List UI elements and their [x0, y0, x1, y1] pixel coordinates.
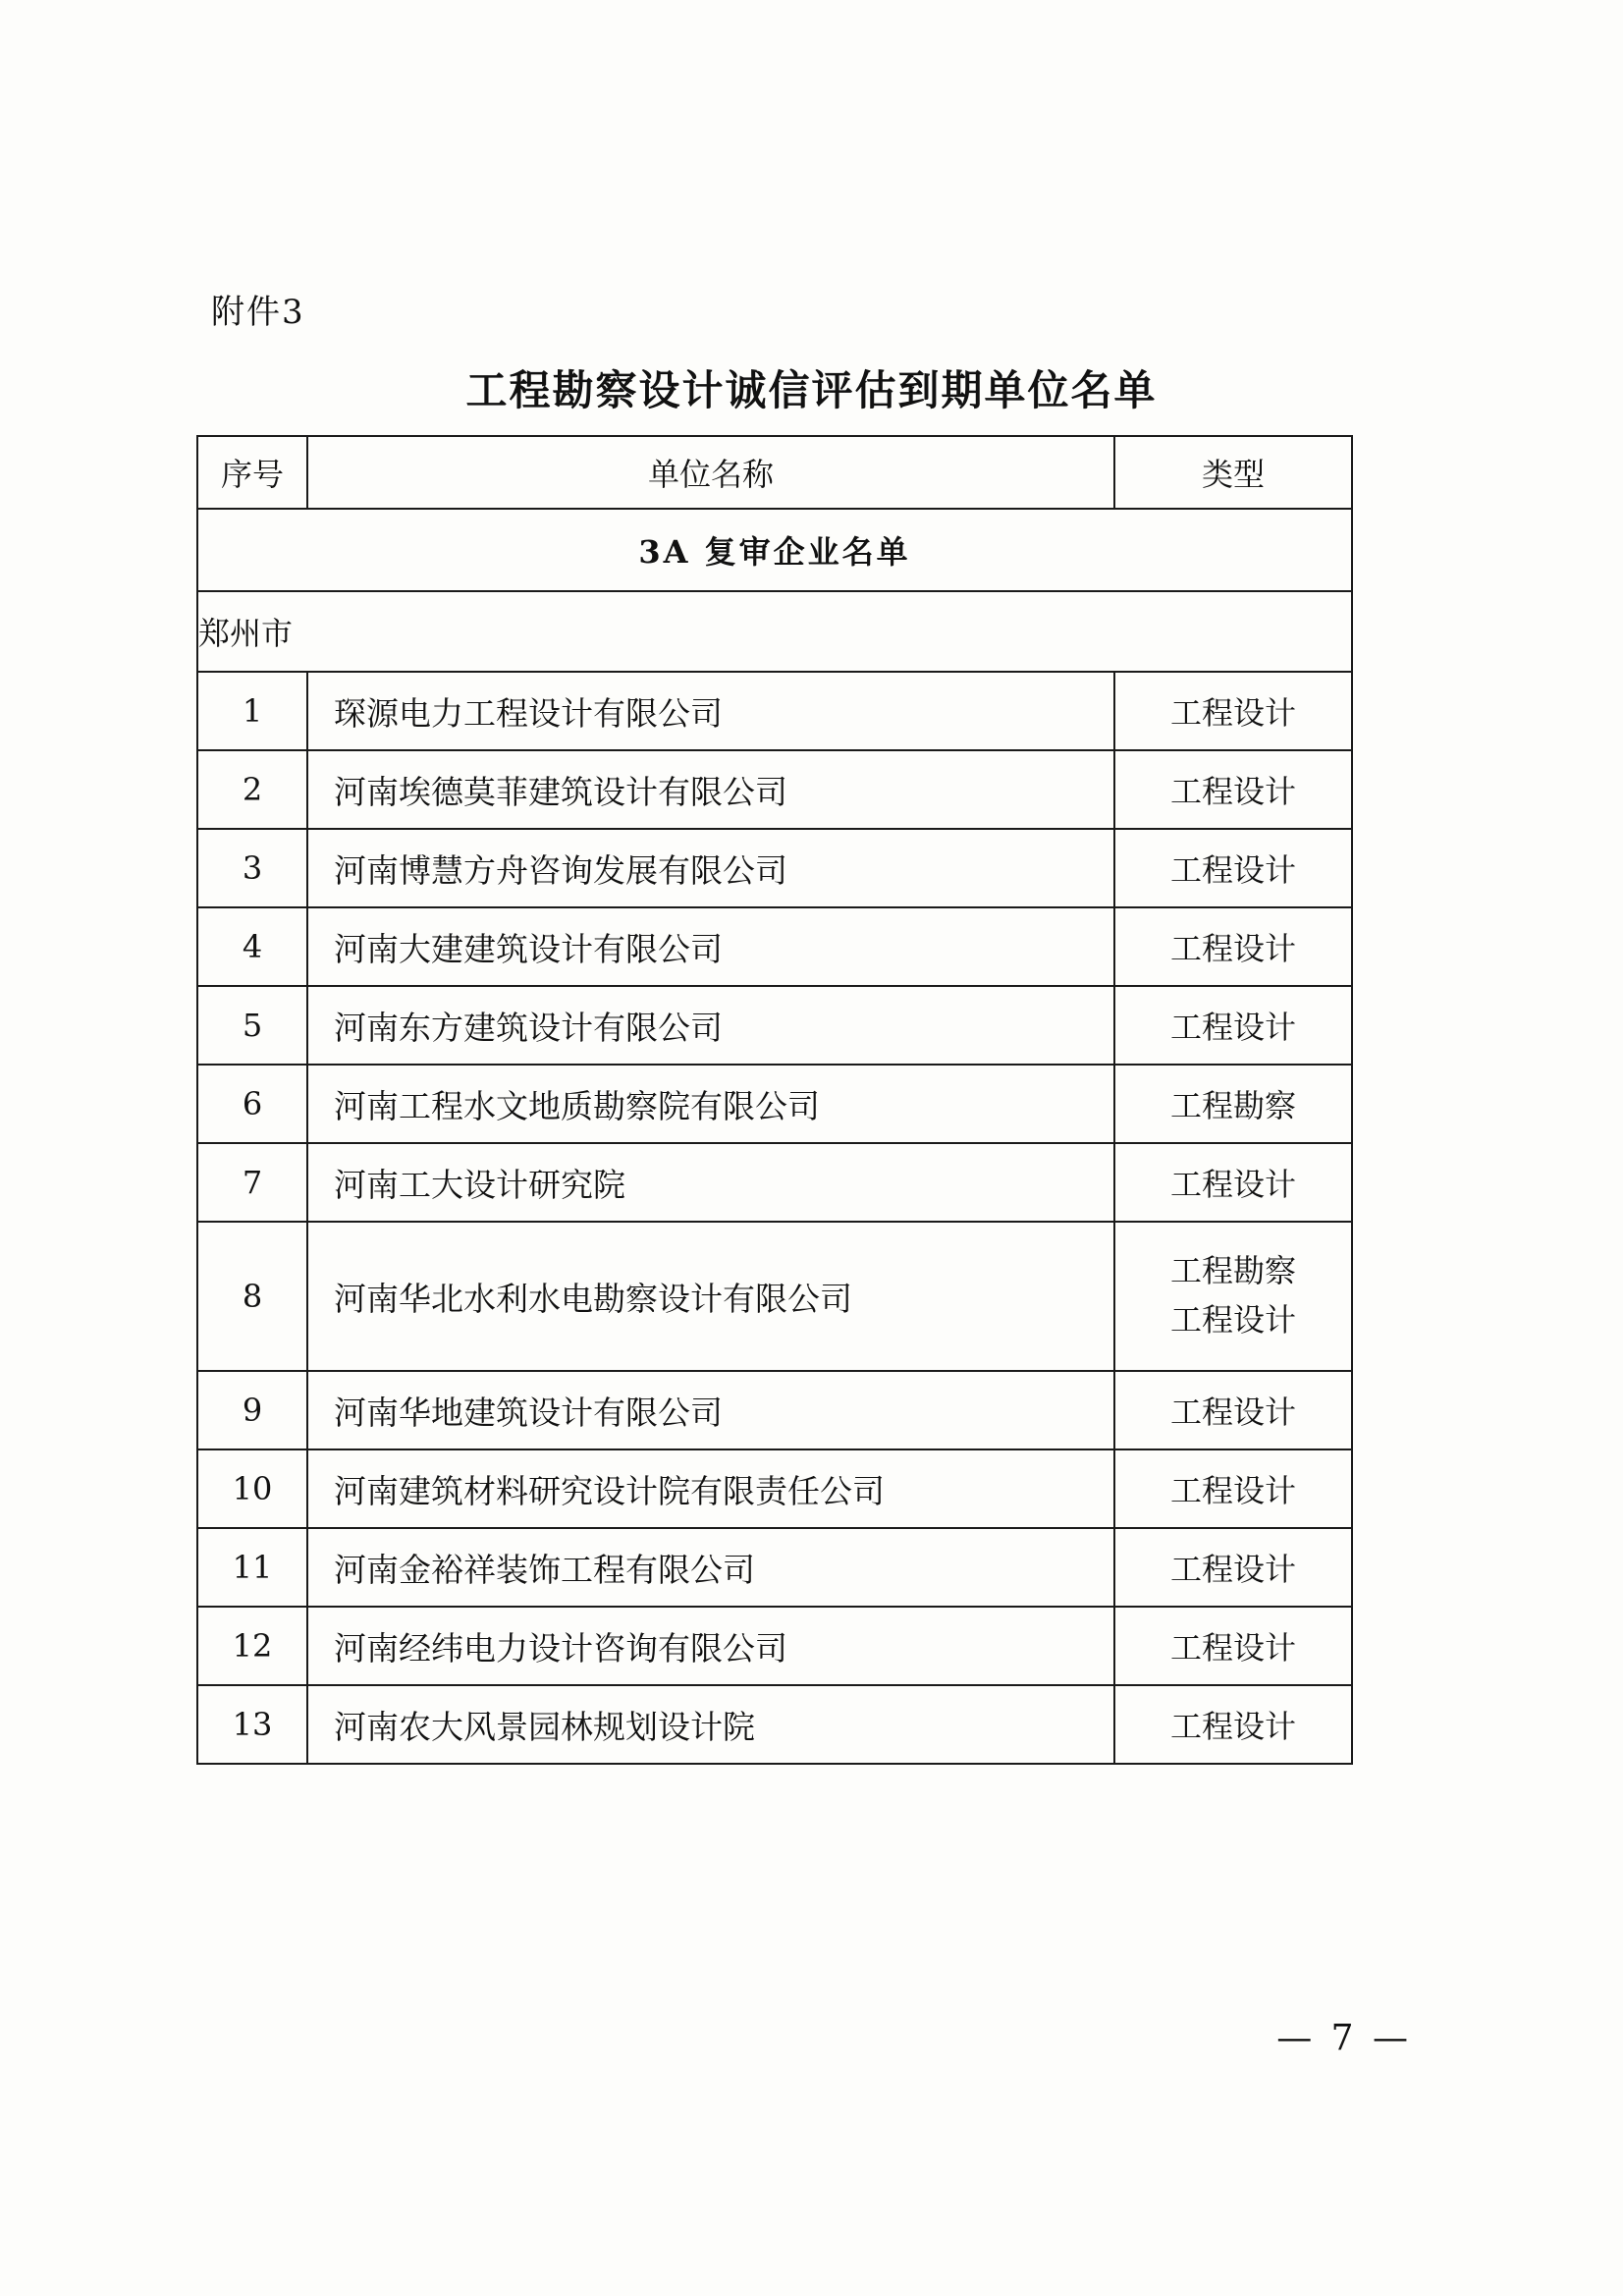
row-name: 河南农大风景园林规划设计院	[307, 1685, 1114, 1764]
row-type: 工程设计	[1114, 1143, 1352, 1222]
row-no: 11	[197, 1528, 307, 1607]
row-name: 河南大建建筑设计有限公司	[307, 907, 1114, 986]
row-no: 3	[197, 829, 307, 907]
header-cell-type: 类型	[1114, 436, 1352, 509]
table-row	[197, 1685, 1352, 1764]
row-name: 河南经纬电力设计咨询有限公司	[307, 1607, 1114, 1685]
row-no: 5	[197, 986, 307, 1065]
row-no: 2	[197, 750, 307, 829]
row-type: 工程设计	[1114, 1607, 1352, 1685]
row-name: 河南建筑材料研究设计院有限责任公司	[307, 1449, 1114, 1528]
row-type-line-1: 工程勘察	[1169, 1252, 1296, 1290]
expired-units-table	[196, 435, 1353, 1765]
table-row	[197, 1065, 1352, 1143]
row-type: 工程设计	[1114, 1371, 1352, 1449]
row-no: 10	[197, 1449, 307, 1528]
attachment-label: 附件3	[211, 293, 305, 332]
row-no: 9	[197, 1371, 307, 1449]
row-no: 4	[197, 907, 307, 986]
table-row	[197, 1528, 1352, 1607]
city-group-row	[197, 591, 1352, 672]
row-name: 河南工程水文地质勘察院有限公司	[307, 1065, 1114, 1143]
row-type-line-2: 工程设计	[1169, 1301, 1296, 1339]
header-cell-name: 单位名称	[307, 436, 1114, 509]
row-name: 河南华地建筑设计有限公司	[307, 1371, 1114, 1449]
section-title-cell: 3A 复审企业名单	[197, 509, 1352, 591]
row-no: 1	[197, 672, 307, 750]
row-name: 琛源电力工程设计有限公司	[307, 672, 1114, 750]
row-no: 12	[197, 1607, 307, 1685]
row-no: 7	[197, 1143, 307, 1222]
city-group-cell: 郑州市	[197, 591, 1352, 672]
row-type: 工程设计	[1114, 750, 1352, 829]
table-row	[197, 1222, 1352, 1371]
row-name: 河南博慧方舟咨询发展有限公司	[307, 829, 1114, 907]
row-type: 工程设计	[1114, 1449, 1352, 1528]
row-type: 工程设计	[1114, 1685, 1352, 1764]
section-title-row	[197, 509, 1352, 591]
row-type: 工程设计	[1114, 986, 1352, 1065]
table-row	[197, 1449, 1352, 1528]
row-name: 河南埃德莫菲建筑设计有限公司	[307, 750, 1114, 829]
table-row	[197, 907, 1352, 986]
row-type: 工程设计	[1114, 672, 1352, 750]
row-name: 河南华北水利水电勘察设计有限公司	[307, 1222, 1114, 1371]
table-row	[197, 672, 1352, 750]
page-number: — 7 —	[1276, 2018, 1412, 2058]
row-no: 8	[197, 1222, 307, 1371]
row-name: 河南工大设计研究院	[307, 1143, 1114, 1222]
row-type: 工程勘察	[1114, 1065, 1352, 1143]
page-title: 工程勘察设计诚信评估到期单位名单	[465, 366, 1158, 414]
row-name: 河南东方建筑设计有限公司	[307, 986, 1114, 1065]
table-row	[197, 1371, 1352, 1449]
table-row	[197, 986, 1352, 1065]
row-no: 13	[197, 1685, 307, 1764]
row-type: 工程设计	[1114, 907, 1352, 986]
table-row	[197, 1143, 1352, 1222]
row-type-multi	[1114, 1222, 1352, 1371]
row-type: 工程设计	[1114, 829, 1352, 907]
table-row	[197, 750, 1352, 829]
table-row	[197, 829, 1352, 907]
row-no: 6	[197, 1065, 307, 1143]
row-name: 河南金裕祥装饰工程有限公司	[307, 1528, 1114, 1607]
table-header-row	[197, 436, 1352, 509]
row-type: 工程设计	[1114, 1528, 1352, 1607]
table-row	[197, 1607, 1352, 1685]
header-cell-no: 序号	[197, 436, 307, 509]
